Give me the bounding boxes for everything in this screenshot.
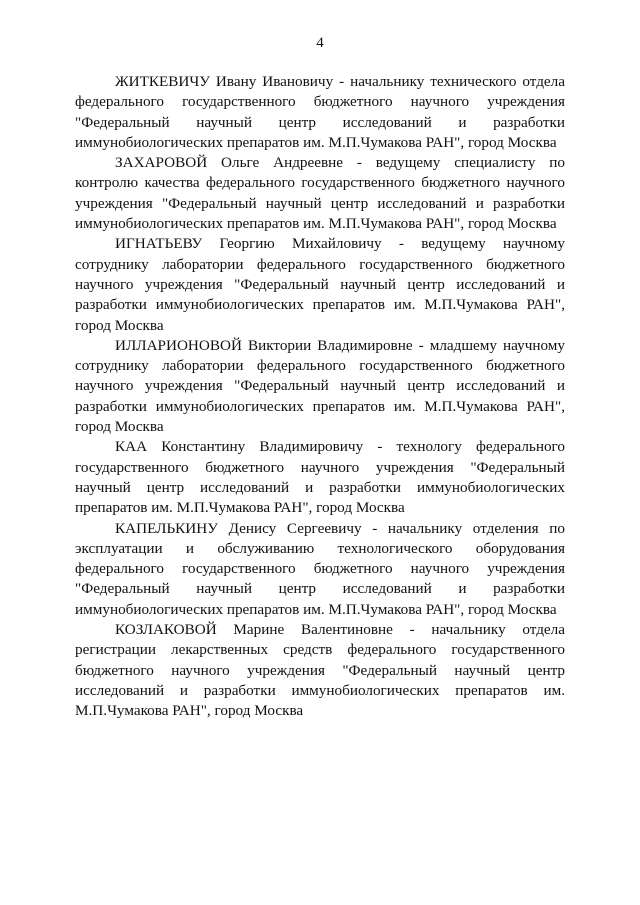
- award-entry-zhitkevich: ЖИТКЕВИЧУ Ивану Ивановичу - начальнику технического отдела федерального государственного бюджетного научного учреждения "Федеральный научный центр исследований и разработки иммунобиологических препаратов им. М.П.Чумакова РАН", город Москва: [75, 73, 565, 151]
- award-entry-kaa: КАА Константину Владимировичу - технологу федерального государственного бюджетного научного учреждения "Федеральный научный центр исследований и разработки иммунобиологических препаратов им. М.П.Чумакова РАН", город Москва: [75, 438, 565, 517]
- award-entry-kozlakova: КОЗЛАКОВОЙ Марине Валентиновне - начальнику отдела регистрации лекарственных средств федерального государственного бюджетного научного учреждения "Федеральный научный центр исследований и разработки иммунобиологических препаратов им. М.П.Чумакова РАН", город Москва: [75, 621, 565, 720]
- award-entry-zakharova: ЗАХАРОВОЙ Ольге Андреевне - ведущему специалисту по контролю качества федерального государственного бюджетного научного учреждения "Федеральный научный центр исследований и разработки иммунобиологических препаратов им. М.П.Чумакова РАН", город Москва: [75, 154, 565, 233]
- award-entry-ignatyev: ИГНАТЬЕВУ Георгию Михайловичу - ведущему научному сотруднику лаборатории федерального государственного бюджетного научного учреждения "Федеральный научный центр исследований и разработки иммунобиологических препаратов им. М.П.Чумакова РАН", город Москва: [75, 235, 565, 334]
- award-entry-kapelkin: КАПЕЛЬКИНУ Денису Сергеевичу - начальнику отделения по эксплуатации и обслуживанию технологического оборудования федерального государственного бюджетного научного учреждения "Федеральный научный центр исследований и разработки иммунобиологических препаратов им. М.П.Чумакова РАН", город Москва: [75, 519, 565, 618]
- award-entry-illarionova: ИЛЛАРИОНОВОЙ Виктории Владимировне - младшему научному сотруднику лаборатории федерального государственного бюджетного научного учреждения "Федеральный научный центр исследований и разработки иммунобиологических препаратов им. М.П.Чумакова РАН", город Москва: [75, 336, 565, 436]
- document-body: [75, 72, 565, 722]
- page-number: 4: [316, 35, 324, 51]
